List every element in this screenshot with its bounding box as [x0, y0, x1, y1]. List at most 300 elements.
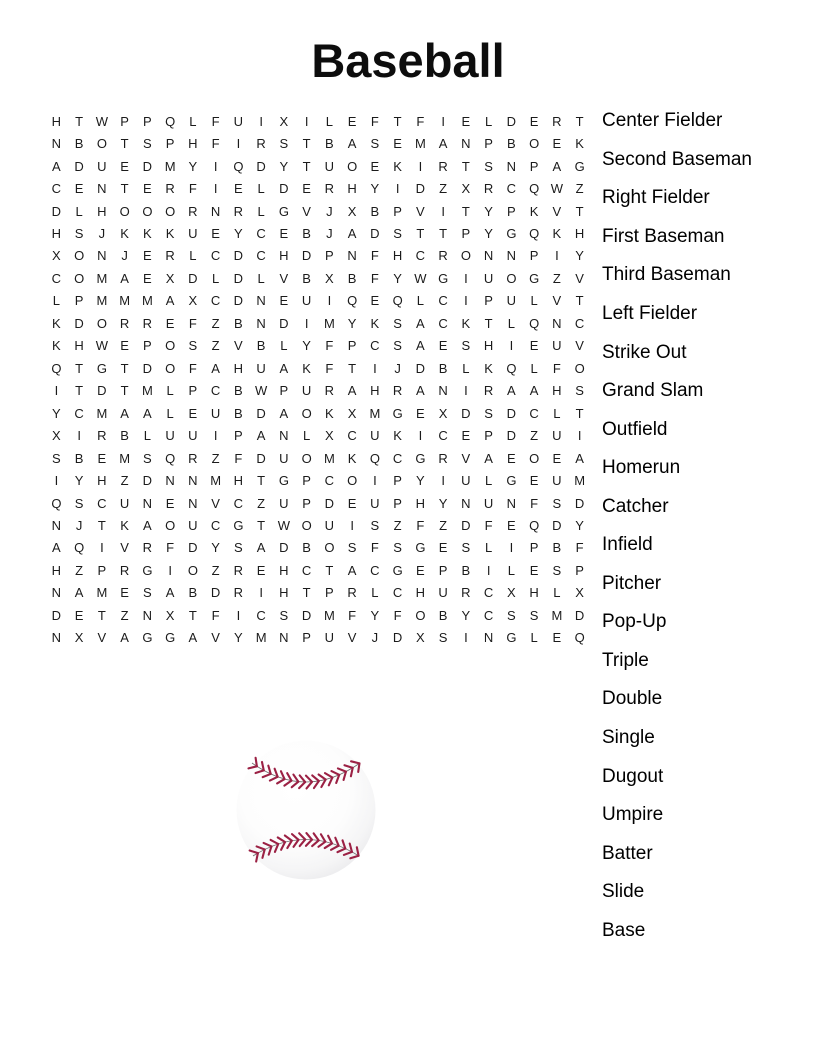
grid-cell[interactable]: O [324, 540, 335, 556]
grid-cell[interactable]: Z [75, 562, 84, 578]
grid-cell[interactable]: W [550, 181, 564, 197]
grid-cell[interactable]: L [485, 113, 493, 129]
grid-cell[interactable]: G [142, 630, 153, 646]
grid-cell[interactable]: T [348, 360, 357, 376]
grid-cell[interactable]: T [575, 293, 584, 309]
grid-cell[interactable]: M [323, 450, 335, 466]
grid-cell[interactable]: D [506, 428, 517, 444]
grid-cell[interactable]: N [279, 428, 289, 444]
grid-cell[interactable]: C [256, 248, 266, 264]
grid-cell[interactable]: O [119, 203, 130, 219]
grid-cell[interactable]: A [211, 360, 220, 376]
grid-cell[interactable]: A [143, 517, 152, 533]
grid-cell[interactable]: L [485, 473, 493, 489]
grid-cell[interactable]: A [507, 383, 516, 399]
grid-cell[interactable]: D [256, 158, 266, 174]
grid-cell[interactable]: S [188, 338, 198, 354]
grid-cell[interactable]: Q [51, 360, 62, 376]
grid-cell[interactable]: E [188, 405, 198, 421]
grid-cell[interactable]: S [143, 136, 152, 152]
grid-cell[interactable]: Q [369, 450, 380, 466]
grid-cell[interactable]: C [438, 315, 448, 331]
grid-cell[interactable]: X [438, 405, 448, 421]
grid-cell[interactable]: B [325, 136, 334, 152]
grid-cell[interactable]: J [371, 630, 379, 646]
grid-cell[interactable]: Y [188, 158, 198, 174]
grid-cell[interactable]: D [279, 540, 289, 556]
grid-cell[interactable]: M [551, 607, 563, 623]
grid-cell[interactable]: T [575, 113, 584, 129]
grid-cell[interactable]: M [141, 293, 153, 309]
grid-cell[interactable]: H [51, 562, 62, 578]
grid-cell[interactable]: L [507, 315, 515, 331]
grid-cell[interactable]: J [121, 248, 128, 264]
grid-cell[interactable]: N [165, 473, 175, 489]
grid-cell[interactable]: P [143, 338, 152, 354]
grid-cell[interactable]: T [393, 113, 402, 129]
grid-cell[interactable]: E [120, 158, 129, 174]
grid-cell[interactable]: N [256, 293, 266, 309]
grid-cell[interactable]: T [120, 383, 129, 399]
grid-cell[interactable]: O [415, 607, 426, 623]
grid-cell[interactable]: D [97, 383, 107, 399]
grid-cell[interactable]: I [464, 293, 468, 309]
grid-cell[interactable]: G [278, 203, 289, 219]
grid-cell[interactable]: A [347, 383, 357, 399]
grid-cell[interactable]: H [415, 495, 426, 511]
grid-cell[interactable]: C [370, 562, 380, 578]
grid-cell[interactable]: T [257, 473, 266, 489]
grid-cell[interactable]: E [529, 562, 539, 578]
grid-cell[interactable]: C [483, 585, 494, 601]
grid-cell[interactable]: E [347, 495, 357, 511]
grid-cell[interactable]: Z [120, 607, 129, 623]
grid-cell[interactable]: E [507, 517, 516, 533]
grid-cell[interactable]: C [438, 428, 448, 444]
grid-cell[interactable]: Q [165, 450, 176, 466]
grid-cell[interactable]: T [97, 517, 106, 533]
grid-cell[interactable]: E [529, 113, 539, 129]
grid-cell[interactable]: E [416, 405, 425, 421]
grid-cell[interactable]: R [438, 248, 448, 264]
grid-cell[interactable]: I [577, 428, 582, 444]
grid-cell[interactable]: S [507, 607, 516, 623]
grid-cell[interactable]: Y [416, 473, 425, 489]
grid-cell[interactable]: L [462, 360, 470, 376]
grid-cell[interactable]: T [120, 181, 129, 197]
grid-cell[interactable]: S [52, 450, 61, 466]
grid-cell[interactable]: S [438, 630, 448, 646]
grid-cell[interactable]: F [188, 360, 197, 376]
grid-cell[interactable]: Y [370, 607, 380, 623]
grid-cell[interactable]: C [483, 607, 494, 623]
grid-cell[interactable]: Z [552, 270, 561, 286]
grid-cell[interactable]: P [461, 226, 471, 242]
grid-cell[interactable]: L [325, 113, 333, 129]
grid-cell[interactable]: C [256, 607, 266, 623]
grid-cell[interactable]: S [143, 450, 152, 466]
grid-cell[interactable]: O [187, 562, 198, 578]
grid-cell[interactable]: Y [461, 607, 471, 623]
grid-cell[interactable]: S [74, 226, 84, 242]
grid-cell[interactable]: I [441, 203, 445, 219]
grid-cell[interactable]: Q [347, 293, 358, 309]
grid-cell[interactable]: X [461, 181, 471, 197]
grid-cell[interactable]: C [301, 562, 312, 578]
grid-cell[interactable]: O [460, 248, 471, 264]
grid-cell[interactable]: U [210, 405, 221, 421]
grid-cell[interactable]: Y [234, 630, 243, 646]
grid-cell[interactable]: S [393, 226, 402, 242]
grid-cell[interactable]: A [575, 450, 584, 466]
grid-cell[interactable]: B [370, 203, 380, 219]
grid-cell[interactable]: G [165, 630, 176, 646]
grid-cell[interactable]: N [51, 136, 62, 152]
grid-cell[interactable]: H [233, 473, 244, 489]
grid-cell[interactable]: X [575, 585, 584, 601]
grid-cell[interactable]: L [257, 203, 265, 219]
grid-cell[interactable]: P [325, 585, 334, 601]
grid-cell[interactable]: M [210, 473, 222, 489]
grid-cell[interactable]: X [347, 203, 357, 219]
grid-cell[interactable]: D [188, 270, 198, 286]
grid-cell[interactable]: D [392, 630, 403, 646]
grid-cell[interactable]: N [256, 315, 266, 331]
grid-cell[interactable]: D [370, 226, 380, 242]
grid-cell[interactable]: O [165, 203, 176, 219]
grid-cell[interactable]: B [188, 585, 198, 601]
grid-cell[interactable]: D [74, 158, 84, 174]
grid-cell[interactable]: V [211, 630, 220, 646]
grid-cell[interactable]: T [188, 607, 197, 623]
grid-cell[interactable]: Z [211, 450, 220, 466]
grid-cell[interactable]: N [438, 383, 448, 399]
grid-cell[interactable]: X [325, 428, 334, 444]
grid-cell[interactable]: G [574, 158, 585, 174]
grid-cell[interactable]: Y [575, 517, 584, 533]
grid-cell[interactable]: N [210, 203, 221, 219]
grid-cell[interactable]: K [52, 338, 61, 354]
grid-cell[interactable]: G [96, 360, 107, 376]
grid-cell[interactable]: S [529, 607, 539, 623]
grid-cell[interactable]: Q [529, 226, 540, 242]
grid-cell[interactable]: F [188, 315, 197, 331]
grid-cell[interactable]: S [370, 136, 380, 152]
grid-cell[interactable]: U [370, 495, 380, 511]
grid-cell[interactable]: O [165, 517, 176, 533]
grid-cell[interactable]: O [165, 360, 176, 376]
grid-cell[interactable]: A [256, 540, 266, 556]
grid-cell[interactable]: E [552, 630, 562, 646]
grid-cell[interactable]: V [279, 270, 289, 286]
grid-cell[interactable]: E [143, 181, 152, 197]
grid-cell[interactable]: L [189, 248, 197, 264]
grid-cell[interactable]: Q [529, 315, 540, 331]
grid-cell[interactable]: S [347, 540, 357, 556]
grid-cell[interactable]: O [301, 405, 312, 421]
grid-cell[interactable]: H [574, 226, 585, 242]
grid-cell[interactable]: L [553, 585, 561, 601]
grid-cell[interactable]: E [120, 585, 129, 601]
grid-cell[interactable]: J [394, 360, 401, 376]
grid-cell[interactable]: C [529, 405, 539, 421]
grid-cell[interactable]: E [120, 338, 129, 354]
grid-cell[interactable]: R [324, 181, 335, 197]
grid-cell[interactable]: E [507, 450, 516, 466]
grid-cell[interactable]: F [416, 517, 425, 533]
grid-cell[interactable]: B [302, 270, 311, 286]
grid-cell[interactable]: B [302, 226, 311, 242]
grid-cell[interactable]: X [188, 293, 198, 309]
grid-cell[interactable]: A [416, 383, 425, 399]
grid-cell[interactable]: A [120, 405, 129, 421]
grid-cell[interactable]: I [259, 113, 263, 129]
grid-cell[interactable]: D [301, 607, 312, 623]
grid-cell[interactable]: P [484, 136, 493, 152]
grid-cell[interactable]: F [370, 248, 379, 264]
grid-cell[interactable]: D [279, 315, 289, 331]
grid-cell[interactable]: X [165, 607, 175, 623]
grid-cell[interactable]: U [552, 338, 562, 354]
grid-cell[interactable]: W [95, 113, 109, 129]
grid-cell[interactable]: H [97, 203, 107, 219]
grid-cell[interactable]: D [574, 495, 585, 511]
grid-cell[interactable]: O [347, 158, 358, 174]
grid-cell[interactable]: N [506, 495, 517, 511]
grid-cell[interactable]: M [255, 630, 267, 646]
grid-cell[interactable]: R [97, 428, 107, 444]
grid-cell[interactable]: C [74, 405, 84, 421]
grid-cell[interactable]: D [233, 248, 244, 264]
grid-cell[interactable]: E [74, 607, 84, 623]
grid-cell[interactable]: W [95, 338, 109, 354]
grid-cell[interactable]: F [325, 338, 334, 354]
grid-cell[interactable]: E [211, 226, 220, 242]
grid-cell[interactable]: R [165, 181, 175, 197]
grid-cell[interactable]: I [213, 158, 218, 174]
grid-cell[interactable]: D [188, 540, 198, 556]
grid-cell[interactable]: I [441, 473, 445, 489]
grid-cell[interactable]: K [461, 315, 471, 331]
grid-cell[interactable]: O [347, 473, 358, 489]
grid-cell[interactable]: L [416, 293, 424, 309]
grid-cell[interactable]: P [393, 203, 402, 219]
grid-cell[interactable]: D [461, 517, 471, 533]
grid-cell[interactable]: N [188, 495, 198, 511]
grid-cell[interactable]: K [120, 226, 129, 242]
grid-cell[interactable]: I [418, 428, 423, 444]
grid-cell[interactable]: A [552, 158, 562, 174]
grid-cell[interactable]: N [142, 607, 153, 623]
grid-cell[interactable]: X [52, 428, 61, 444]
grid-cell[interactable]: C [210, 517, 221, 533]
grid-cell[interactable]: T [75, 383, 84, 399]
grid-cell[interactable]: T [575, 405, 584, 421]
grid-cell[interactable]: I [213, 181, 218, 197]
grid-cell[interactable]: N [51, 517, 62, 533]
grid-cell[interactable]: Q [529, 181, 540, 197]
grid-cell[interactable]: B [256, 338, 266, 354]
grid-cell[interactable]: U [188, 428, 198, 444]
grid-cell[interactable]: A [120, 630, 129, 646]
grid-cell[interactable]: E [302, 181, 311, 197]
grid-cell[interactable]: C [506, 181, 517, 197]
grid-cell[interactable]: D [142, 473, 153, 489]
grid-cell[interactable]: M [119, 293, 131, 309]
grid-cell[interactable]: U [461, 473, 471, 489]
grid-cell[interactable]: O [96, 315, 107, 331]
grid-cell[interactable]: Z [575, 181, 584, 197]
grid-cell[interactable]: I [486, 562, 491, 578]
grid-cell[interactable]: I [350, 517, 354, 533]
grid-cell[interactable]: M [323, 315, 335, 331]
grid-cell[interactable]: K [347, 450, 357, 466]
grid-cell[interactable]: D [506, 405, 517, 421]
grid-cell[interactable]: K [165, 226, 175, 242]
grid-cell[interactable]: F [211, 136, 220, 152]
grid-cell[interactable]: S [552, 562, 562, 578]
grid-cell[interactable]: Y [347, 315, 357, 331]
grid-cell[interactable]: M [96, 405, 108, 421]
grid-cell[interactable]: V [234, 338, 243, 354]
grid-cell[interactable]: Y [74, 473, 84, 489]
grid-cell[interactable]: H [74, 338, 84, 354]
grid-cell[interactable]: E [279, 293, 289, 309]
grid-cell[interactable]: H [415, 585, 426, 601]
grid-cell[interactable]: W [254, 383, 268, 399]
grid-cell[interactable]: P [143, 113, 152, 129]
grid-cell[interactable]: T [120, 360, 129, 376]
grid-cell[interactable]: B [438, 607, 448, 623]
grid-cell[interactable]: R [483, 383, 494, 399]
grid-cell[interactable]: Y [279, 158, 289, 174]
grid-cell[interactable]: Y [370, 181, 380, 197]
grid-cell[interactable]: R [142, 540, 153, 556]
grid-cell[interactable]: E [552, 450, 562, 466]
grid-cell[interactable]: B [120, 428, 129, 444]
grid-cell[interactable]: D [233, 293, 244, 309]
grid-cell[interactable]: S [143, 585, 152, 601]
grid-cell[interactable]: D [233, 270, 244, 286]
grid-cell[interactable]: M [96, 270, 108, 286]
grid-cell[interactable]: C [256, 226, 266, 242]
grid-cell[interactable]: E [552, 136, 562, 152]
grid-cell[interactable]: R [256, 136, 266, 152]
grid-cell[interactable]: E [279, 226, 289, 242]
grid-cell[interactable]: P [97, 562, 107, 578]
grid-cell[interactable]: E [256, 562, 266, 578]
grid-cell[interactable]: I [236, 136, 241, 152]
grid-cell[interactable]: V [211, 495, 220, 511]
grid-cell[interactable]: J [75, 517, 83, 533]
grid-cell[interactable]: P [302, 630, 311, 646]
grid-cell[interactable]: E [347, 113, 357, 129]
grid-cell[interactable]: G [438, 270, 449, 286]
grid-cell[interactable]: F [416, 113, 425, 129]
grid-cell[interactable]: V [575, 338, 584, 354]
grid-cell[interactable]: K [370, 315, 380, 331]
grid-cell[interactable]: V [552, 203, 562, 219]
grid-cell[interactable]: L [75, 203, 83, 219]
grid-cell[interactable]: E [74, 181, 84, 197]
grid-cell[interactable]: E [393, 136, 402, 152]
grid-cell[interactable]: Q [574, 630, 585, 646]
grid-cell[interactable]: R [165, 248, 175, 264]
grid-cell[interactable]: R [438, 450, 448, 466]
grid-cell[interactable]: N [506, 248, 517, 264]
grid-cell[interactable]: H [347, 181, 357, 197]
grid-cell[interactable]: S [393, 315, 402, 331]
grid-cell[interactable]: E [97, 450, 107, 466]
grid-cell[interactable]: T [75, 113, 84, 129]
grid-cell[interactable]: T [325, 562, 334, 578]
grid-cell[interactable]: D [574, 607, 585, 623]
grid-cell[interactable]: Q [165, 113, 176, 129]
grid-cell[interactable]: I [327, 293, 332, 309]
grid-cell[interactable]: M [119, 450, 131, 466]
grid-cell[interactable]: A [347, 136, 357, 152]
grid-cell[interactable]: V [552, 293, 562, 309]
grid-cell[interactable]: R [324, 383, 335, 399]
grid-cell[interactable]: M [141, 383, 153, 399]
grid-cell[interactable]: F [530, 495, 539, 511]
grid-cell[interactable]: P [234, 428, 243, 444]
grid-cell[interactable]: C [51, 270, 62, 286]
grid-cell[interactable]: C [210, 248, 221, 264]
grid-cell[interactable]: H [279, 248, 289, 264]
grid-cell[interactable]: D [74, 315, 84, 331]
grid-cell[interactable]: F [234, 450, 243, 466]
grid-cell[interactable]: B [438, 360, 448, 376]
grid-cell[interactable]: M [96, 293, 108, 309]
grid-cell[interactable]: N [188, 473, 198, 489]
grid-cell[interactable]: B [507, 136, 516, 152]
grid-cell[interactable]: O [529, 136, 540, 152]
grid-cell[interactable]: Z [530, 428, 539, 444]
grid-cell[interactable]: I [509, 338, 514, 354]
grid-cell[interactable]: F [370, 270, 379, 286]
grid-cell[interactable]: K [552, 226, 562, 242]
grid-cell[interactable]: D [415, 360, 426, 376]
grid-cell[interactable]: C [392, 585, 403, 601]
grid-cell[interactable]: E [234, 181, 243, 197]
grid-cell[interactable]: H [279, 562, 289, 578]
grid-cell[interactable]: F [370, 540, 379, 556]
grid-cell[interactable]: A [484, 450, 493, 466]
grid-cell[interactable]: H [51, 113, 62, 129]
grid-cell[interactable]: S [393, 540, 402, 556]
grid-cell[interactable]: A [529, 383, 539, 399]
grid-cell[interactable]: T [302, 136, 311, 152]
grid-cell[interactable]: R [188, 203, 198, 219]
grid-cell[interactable]: M [96, 585, 108, 601]
grid-cell[interactable]: Y [575, 248, 584, 264]
grid-cell[interactable]: D [415, 181, 426, 197]
grid-cell[interactable]: A [52, 540, 61, 556]
grid-cell[interactable]: O [506, 270, 517, 286]
grid-cell[interactable]: I [54, 383, 59, 399]
grid-cell[interactable]: A [256, 428, 266, 444]
grid-cell[interactable]: N [347, 248, 357, 264]
grid-cell[interactable]: F [188, 181, 197, 197]
grid-cell[interactable]: N [97, 181, 107, 197]
grid-cell[interactable]: V [575, 270, 584, 286]
grid-cell[interactable]: Y [484, 226, 493, 242]
grid-cell[interactable]: H [529, 585, 539, 601]
grid-cell[interactable]: T [439, 226, 448, 242]
grid-cell[interactable]: S [484, 158, 493, 174]
grid-cell[interactable]: Q [392, 293, 403, 309]
